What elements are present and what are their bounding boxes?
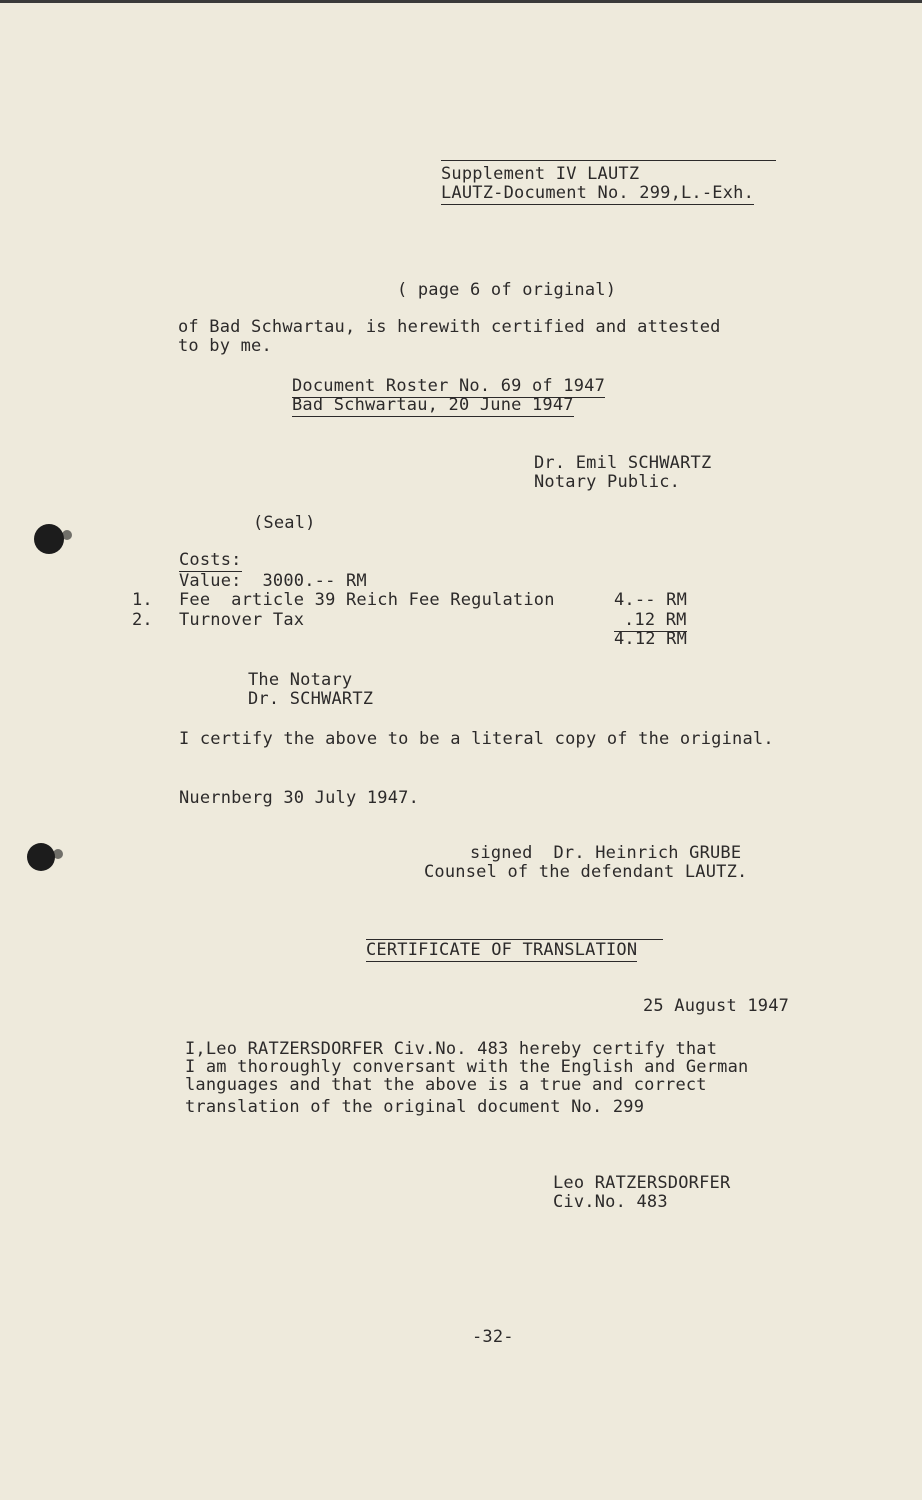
costs-heading: Costs: [179,550,242,570]
cost-item-label: Turnover Tax [179,610,305,630]
punch-hole-bottom [27,843,55,871]
cost-item-number: 1. [132,590,153,610]
seal-note: (Seal) [253,513,316,533]
roster-place-date: Bad Schwartau, 20 June 1947 [292,395,574,415]
notary-closing-name: Dr. SCHWARTZ [248,689,374,709]
certificate-body-line: translation of the original document No. 299 [185,1097,645,1117]
certificate-title: CERTIFICATE OF TRANSLATION [366,940,638,960]
intro-line-2: to by me. [178,336,272,356]
translator-name: Leo RATZERSDORFER [553,1173,731,1193]
certify-statement: I certify the above to be a literal copy of the original. [179,729,774,749]
cost-item-label: Fee article 39 Reich Fee Regulation [179,590,555,610]
page-number: -32- [472,1327,514,1347]
certificate-body-line: languages and that the above is a true and correct [185,1075,707,1095]
notary-name: Dr. Emil SCHWARTZ [534,453,712,473]
header-supplement: Supplement IV LAUTZ [441,164,640,184]
punch-hole-top [34,524,64,554]
costs-total: 4.12 RM [614,629,688,649]
costs-value: Value: 3000.-- RM [179,571,367,591]
cost-item-number: 2. [132,610,153,630]
notary-title: Notary Public. [534,472,681,492]
cost-item-amount: .12 RM [614,611,687,632]
place-date: Nuernberg 30 July 1947. [179,788,420,808]
page-top-edge [0,0,922,3]
counsel-signature: signed Dr. Heinrich GRUBE [470,843,742,863]
translator-civ-number: Civ.No. 483 [553,1192,668,1212]
page-reference: ( page 6 of original) [397,280,617,300]
intro-line-1: of Bad Schwartau, is herewith certified and attested [178,317,721,337]
certificate-body-line: I,Leo RATZERSDORFER Civ.No. 483 hereby certify that [185,1039,718,1059]
header-top-rule [441,160,776,161]
cost-item-amount: 4.-- RM [614,590,688,610]
certificate-body-line: I am thoroughly conversant with the English and German [185,1057,749,1077]
roster-number: Document Roster No. 69 of 1947 [292,376,606,396]
counsel-title: Counsel of the defendant LAUTZ. [424,862,748,882]
header-document-number: LAUTZ-Document No. 299,L.-Exh. [441,183,755,203]
notary-closing-title: The Notary [248,670,353,690]
certificate-date: 25 August 1947 [643,996,790,1016]
